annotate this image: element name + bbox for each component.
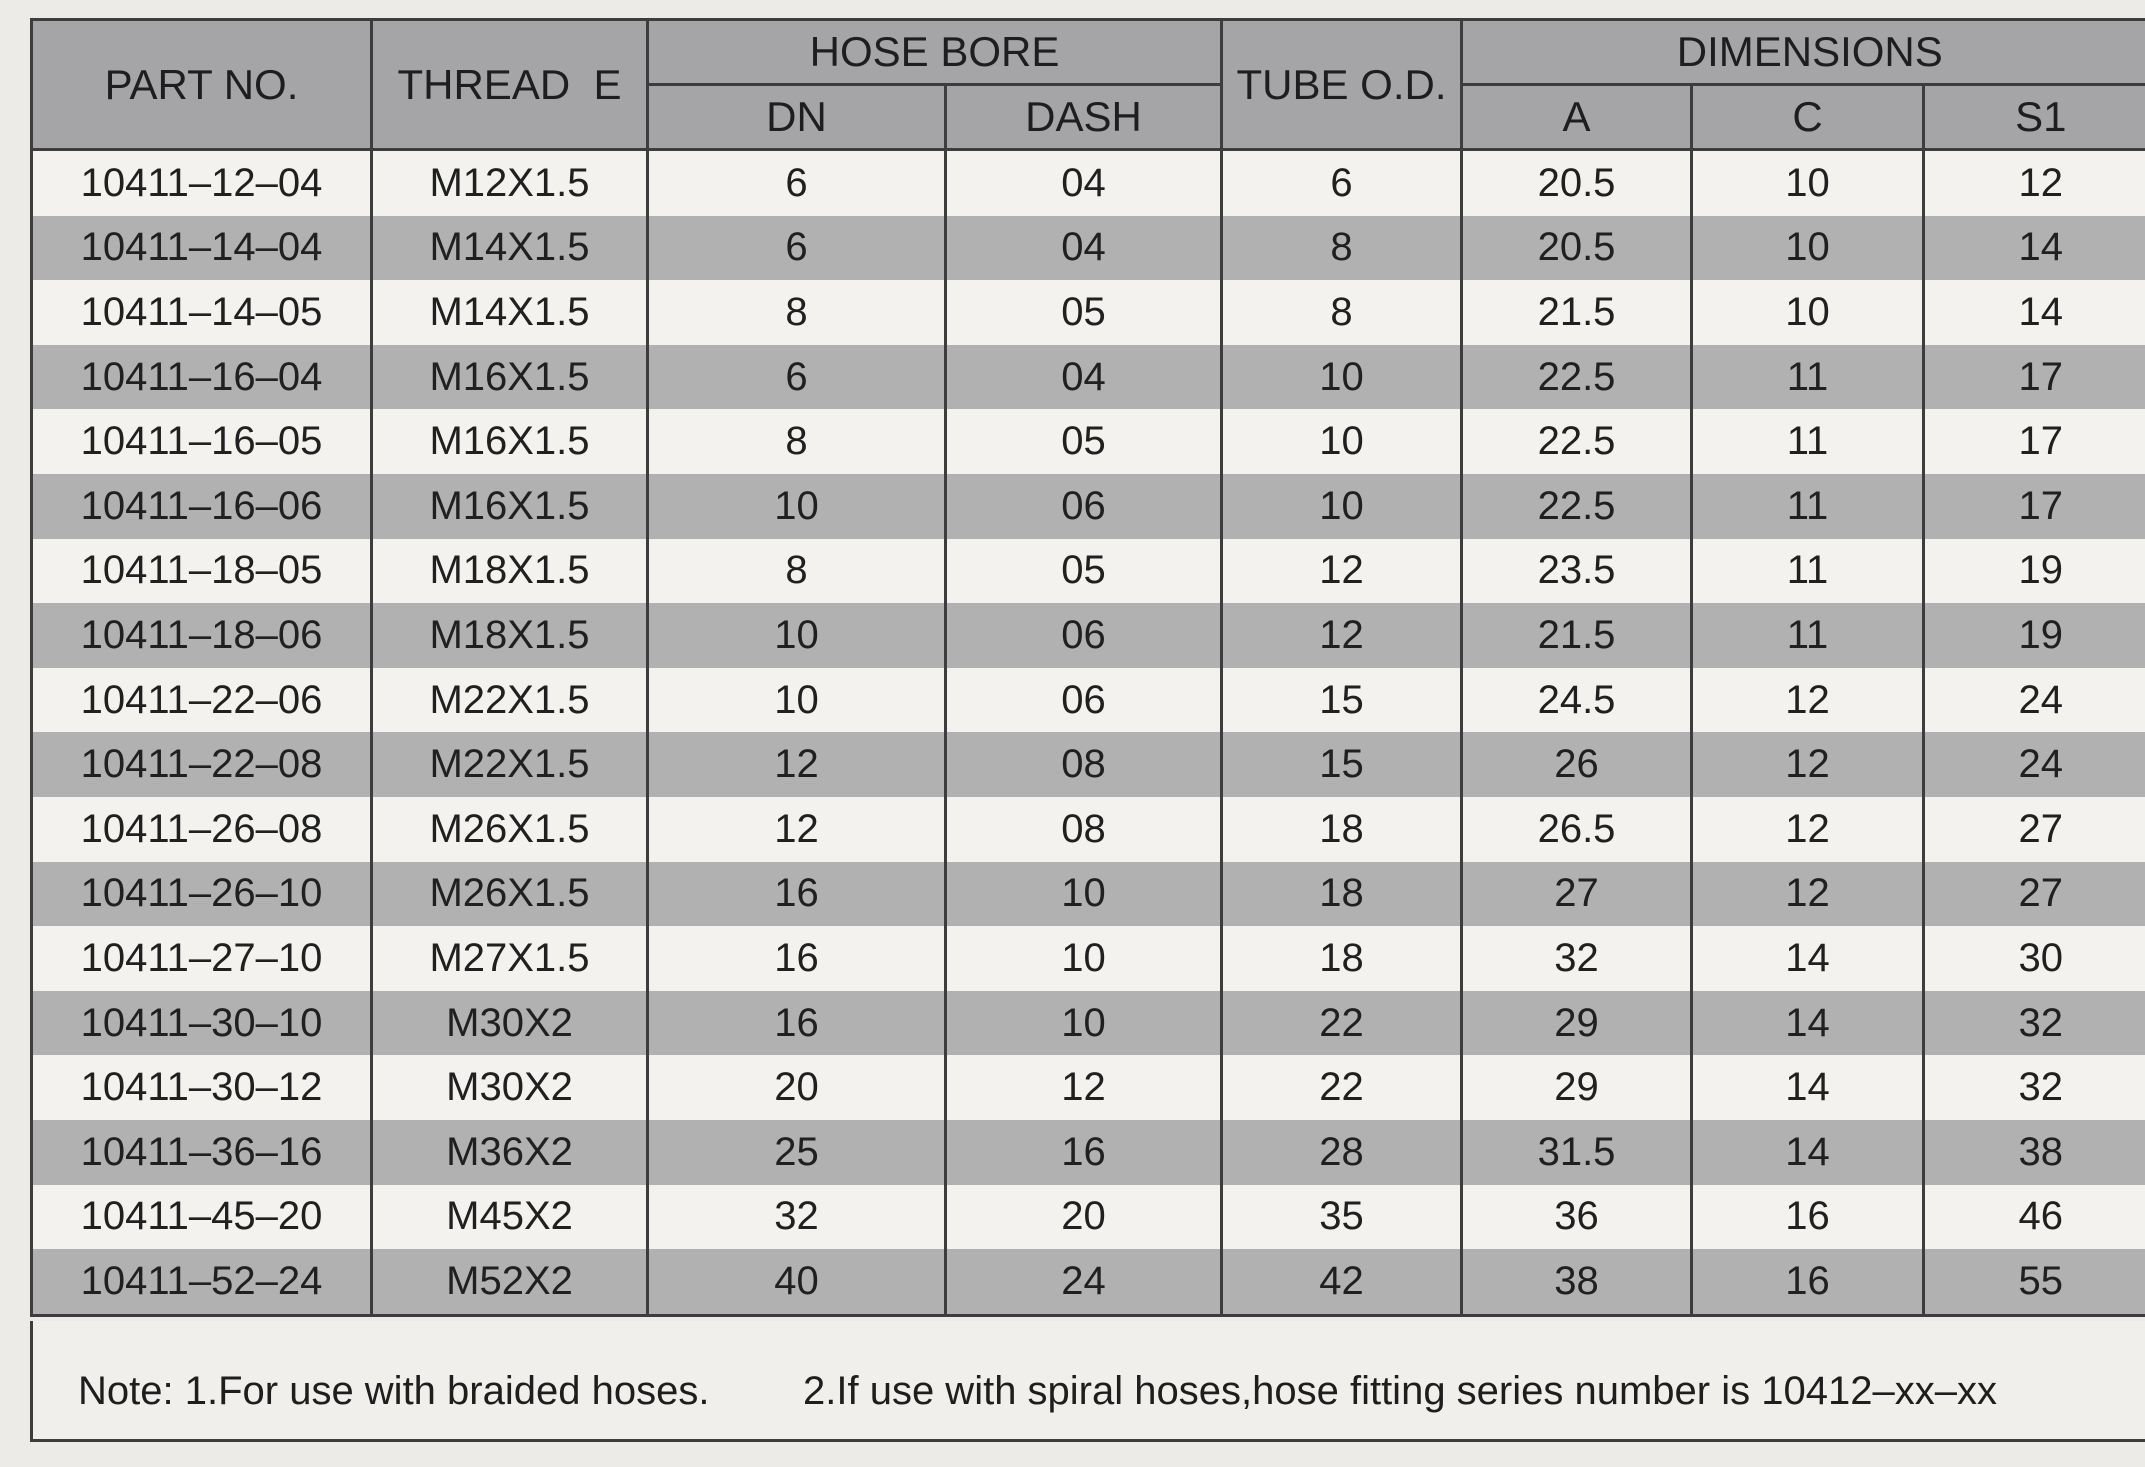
dn-cell: 10 [648, 474, 946, 539]
table-row [32, 1249, 2145, 1315]
dim-s1-cell: 19 [1924, 603, 2145, 668]
dim-a-cell: 24.5 [1462, 668, 1692, 733]
tube-od-cell: 10 [1222, 409, 1462, 474]
dim-a-cell: 26.5 [1462, 797, 1692, 862]
thread-cell: M18X1.5 [372, 603, 648, 668]
tube-od-cell: 18 [1222, 862, 1462, 927]
tube-od-cell: 6 [1222, 150, 1462, 216]
dim-a-cell: 38 [1462, 1249, 1692, 1315]
note-spiral-hoses: 2.If use with spiral hoses,hose fitting series number is 10412–xx–xx [803, 1369, 1997, 1413]
dash-cell: 08 [946, 732, 1222, 797]
dn-cell: 8 [648, 409, 946, 474]
dim-s1-cell: 14 [1924, 280, 2145, 345]
table-row [32, 1055, 2145, 1120]
thread-cell: M45X2 [372, 1185, 648, 1250]
dim-a-cell: 23.5 [1462, 539, 1692, 604]
dim-c-cell: 12 [1692, 732, 1924, 797]
table-row [32, 797, 2145, 862]
tube-od-cell: 10 [1222, 345, 1462, 410]
dn-cell: 16 [648, 862, 946, 927]
dn-cell: 10 [648, 668, 946, 733]
thread-cell: M30X2 [372, 1055, 648, 1120]
part-no-cell: 10411–30–12 [32, 1055, 372, 1120]
part-no-cell: 10411–26–08 [32, 797, 372, 862]
dim-c-cell: 11 [1692, 474, 1924, 539]
part-no-cell: 10411–14–05 [32, 280, 372, 345]
dn-cell: 40 [648, 1249, 946, 1315]
dim-c-cell: 14 [1692, 991, 1924, 1056]
col-header-c: C [1692, 85, 1924, 150]
dim-c-cell: 16 [1692, 1249, 1924, 1315]
thread-cell: M36X2 [372, 1120, 648, 1185]
dash-cell: 06 [946, 474, 1222, 539]
dim-s1-cell: 12 [1924, 150, 2145, 216]
group-header-hose-bore: HOSE BORE [648, 20, 1222, 85]
table-row [32, 862, 2145, 927]
dn-cell: 12 [648, 797, 946, 862]
table-row [32, 409, 2145, 474]
thread-cell: M18X1.5 [372, 539, 648, 604]
tube-od-cell: 22 [1222, 991, 1462, 1056]
table-header [32, 20, 2145, 150]
part-no-cell: 10411–27–10 [32, 926, 372, 991]
tube-od-cell: 8 [1222, 216, 1462, 281]
dash-cell: 20 [946, 1185, 1222, 1250]
table-row [32, 668, 2145, 733]
dash-cell: 24 [946, 1249, 1222, 1315]
dn-cell: 12 [648, 732, 946, 797]
part-no-cell: 10411–52–24 [32, 1249, 372, 1315]
thread-cell: M26X1.5 [372, 797, 648, 862]
part-no-cell: 10411–16–06 [32, 474, 372, 539]
dash-cell: 04 [946, 345, 1222, 410]
dash-cell: 16 [946, 1120, 1222, 1185]
dn-cell: 16 [648, 926, 946, 991]
spec-sheet [30, 18, 2145, 1448]
dn-cell: 8 [648, 539, 946, 604]
dn-cell: 6 [648, 345, 946, 410]
part-no-cell: 10411–18–05 [32, 539, 372, 604]
tube-od-cell: 12 [1222, 539, 1462, 604]
col-header-a: A [1462, 85, 1692, 150]
table-row [32, 345, 2145, 410]
dn-cell: 6 [648, 150, 946, 216]
note-box [30, 1321, 2145, 1442]
tube-od-cell: 12 [1222, 603, 1462, 668]
col-header-dn: DN [648, 85, 946, 150]
tube-od-cell: 8 [1222, 280, 1462, 345]
dim-s1-cell: 17 [1924, 409, 2145, 474]
dn-cell: 16 [648, 991, 946, 1056]
dim-a-cell: 36 [1462, 1185, 1692, 1250]
dim-c-cell: 10 [1692, 280, 1924, 345]
thread-cell: M12X1.5 [372, 150, 648, 216]
tube-od-cell: 18 [1222, 926, 1462, 991]
tube-od-cell: 28 [1222, 1120, 1462, 1185]
dim-s1-cell: 27 [1924, 862, 2145, 927]
dash-cell: 12 [946, 1055, 1222, 1120]
dash-cell: 10 [946, 862, 1222, 927]
col-header-part-no: PART NO. [32, 20, 372, 150]
dim-a-cell: 29 [1462, 1055, 1692, 1120]
dim-c-cell: 12 [1692, 668, 1924, 733]
table-body [32, 150, 2145, 1316]
dim-a-cell: 22.5 [1462, 345, 1692, 410]
table-row [32, 926, 2145, 991]
table-row [32, 216, 2145, 281]
dim-a-cell: 21.5 [1462, 280, 1692, 345]
thread-cell: M30X2 [372, 991, 648, 1056]
thread-cell: M26X1.5 [372, 862, 648, 927]
thread-cell: M27X1.5 [372, 926, 648, 991]
fittings-spec-table [30, 18, 2145, 1317]
dn-cell: 32 [648, 1185, 946, 1250]
table-row [32, 732, 2145, 797]
tube-od-cell: 35 [1222, 1185, 1462, 1250]
thread-cell: M16X1.5 [372, 409, 648, 474]
dim-a-cell: 31.5 [1462, 1120, 1692, 1185]
table-row [32, 603, 2145, 668]
table-row [32, 539, 2145, 604]
part-no-cell: 10411–22–08 [32, 732, 372, 797]
dim-s1-cell: 46 [1924, 1185, 2145, 1250]
dim-a-cell: 20.5 [1462, 216, 1692, 281]
dim-s1-cell: 55 [1924, 1249, 2145, 1315]
col-header-dash: DASH [946, 85, 1222, 150]
dim-s1-cell: 30 [1924, 926, 2145, 991]
dim-s1-cell: 14 [1924, 216, 2145, 281]
thread-cell: M22X1.5 [372, 732, 648, 797]
dash-cell: 05 [946, 409, 1222, 474]
dim-a-cell: 21.5 [1462, 603, 1692, 668]
dim-s1-cell: 24 [1924, 668, 2145, 733]
dash-cell: 04 [946, 216, 1222, 281]
dash-cell: 06 [946, 603, 1222, 668]
tube-od-cell: 15 [1222, 732, 1462, 797]
dim-a-cell: 22.5 [1462, 409, 1692, 474]
thread-cell: M16X1.5 [372, 474, 648, 539]
dim-c-cell: 14 [1692, 1120, 1924, 1185]
dim-s1-cell: 32 [1924, 1055, 2145, 1120]
tube-od-cell: 15 [1222, 668, 1462, 733]
col-header-thread: THREAD E [372, 20, 648, 150]
dim-c-cell: 16 [1692, 1185, 1924, 1250]
dash-cell: 10 [946, 926, 1222, 991]
dim-c-cell: 10 [1692, 216, 1924, 281]
dim-s1-cell: 32 [1924, 991, 2145, 1056]
thread-cell: M14X1.5 [372, 216, 648, 281]
col-header-tube-od: TUBE O.D. [1222, 20, 1462, 150]
dash-cell: 10 [946, 991, 1222, 1056]
dim-s1-cell: 38 [1924, 1120, 2145, 1185]
dim-c-cell: 12 [1692, 797, 1924, 862]
dim-s1-cell: 24 [1924, 732, 2145, 797]
tube-od-cell: 22 [1222, 1055, 1462, 1120]
table-row [32, 150, 2145, 216]
thread-cell: M52X2 [372, 1249, 648, 1315]
dim-c-cell: 11 [1692, 345, 1924, 410]
tube-od-cell: 10 [1222, 474, 1462, 539]
table-row [32, 1185, 2145, 1250]
part-no-cell: 10411–45–20 [32, 1185, 372, 1250]
part-no-cell: 10411–36–16 [32, 1120, 372, 1185]
dim-s1-cell: 27 [1924, 797, 2145, 862]
dim-c-cell: 11 [1692, 539, 1924, 604]
dim-c-cell: 12 [1692, 862, 1924, 927]
thread-cell: M22X1.5 [372, 668, 648, 733]
tube-od-cell: 42 [1222, 1249, 1462, 1315]
dn-cell: 25 [648, 1120, 946, 1185]
dim-c-cell: 14 [1692, 1055, 1924, 1120]
dim-c-cell: 10 [1692, 150, 1924, 216]
dash-cell: 06 [946, 668, 1222, 733]
part-no-cell: 10411–16–04 [32, 345, 372, 410]
table-row [32, 280, 2145, 345]
note-braided-hoses: Note: 1.For use with braided hoses. [78, 1369, 710, 1413]
part-no-cell: 10411–22–06 [32, 668, 372, 733]
dim-a-cell: 32 [1462, 926, 1692, 991]
thread-cell: M14X1.5 [372, 280, 648, 345]
table-row [32, 991, 2145, 1056]
dim-a-cell: 20.5 [1462, 150, 1692, 216]
dim-s1-cell: 17 [1924, 474, 2145, 539]
dn-cell: 6 [648, 216, 946, 281]
dim-s1-cell: 19 [1924, 539, 2145, 604]
col-header-s1: S1 [1924, 85, 2145, 150]
dim-a-cell: 29 [1462, 991, 1692, 1056]
dash-cell: 05 [946, 539, 1222, 604]
thread-cell: M16X1.5 [372, 345, 648, 410]
dim-c-cell: 14 [1692, 926, 1924, 991]
part-no-cell: 10411–14–04 [32, 216, 372, 281]
dim-a-cell: 26 [1462, 732, 1692, 797]
dim-s1-cell: 17 [1924, 345, 2145, 410]
dash-cell: 05 [946, 280, 1222, 345]
table-row [32, 1120, 2145, 1185]
tube-od-cell: 18 [1222, 797, 1462, 862]
part-no-cell: 10411–12–04 [32, 150, 372, 216]
dn-cell: 8 [648, 280, 946, 345]
part-no-cell: 10411–16–05 [32, 409, 372, 474]
part-no-cell: 10411–26–10 [32, 862, 372, 927]
part-no-cell: 10411–18–06 [32, 603, 372, 668]
dash-cell: 04 [946, 150, 1222, 216]
dash-cell: 08 [946, 797, 1222, 862]
dn-cell: 10 [648, 603, 946, 668]
dim-c-cell: 11 [1692, 603, 1924, 668]
dim-a-cell: 27 [1462, 862, 1692, 927]
part-no-cell: 10411–30–10 [32, 991, 372, 1056]
group-header-dimensions: DIMENSIONS [1462, 20, 2145, 85]
dim-a-cell: 22.5 [1462, 474, 1692, 539]
dn-cell: 20 [648, 1055, 946, 1120]
dim-c-cell: 11 [1692, 409, 1924, 474]
table-row [32, 474, 2145, 539]
